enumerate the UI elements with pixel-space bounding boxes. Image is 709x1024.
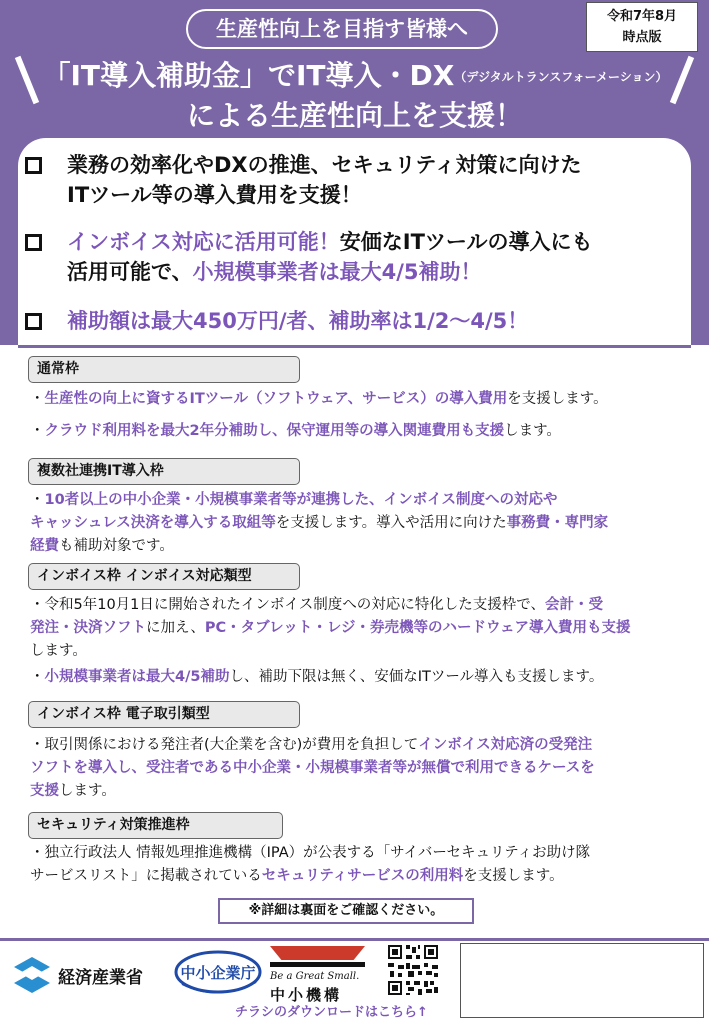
highlighted-text: セキュリティサービスの利用料 <box>261 868 464 884</box>
plain-text: します。 <box>30 643 87 659</box>
plain-text: を支援します。 <box>507 391 608 407</box>
plain-text: に加え、 <box>146 620 205 636</box>
headline <box>40 56 670 135</box>
see-reverse-note: ※詳細は裏面をご確認ください。 <box>218 898 474 924</box>
download-link[interactable]: チラシのダウンロードはこちら↑ <box>235 1005 428 1020</box>
section-paragraph <box>30 842 690 888</box>
section-label-security: セキュリティ対策推進枠 <box>28 812 283 839</box>
plain-text: ・ <box>30 669 45 685</box>
section-label-regular: 通常枠 <box>28 356 300 383</box>
headline-main: 「IT導入補助金」でIT導入・DX <box>42 59 455 92</box>
highlighted-text: 経費 <box>30 538 59 554</box>
sme-agency-logo <box>172 946 264 998</box>
plain-text: します。 <box>59 783 116 799</box>
contact-stamp-box <box>460 943 704 1018</box>
plain-text: します。 <box>504 423 561 439</box>
highlighted-text: 生産性の向上に資するITツール（ソフトウェア、サービス）の導入費用 <box>44 391 508 407</box>
highlighted-text: キャッシュレス決済を導入する取組等 <box>30 515 276 531</box>
highlighted-text: 発注・決済ソフト <box>30 620 146 636</box>
key-point-1 <box>25 150 582 210</box>
smrj-tagline: Be a Great Small. <box>270 971 360 982</box>
section-paragraph <box>30 420 690 443</box>
checkbox-square-icon <box>25 157 42 174</box>
headline-note: （デジタルトランスフォーメーション） <box>454 70 668 84</box>
section-paragraph <box>30 594 690 663</box>
plain-text: を支援します。導入や活用に向けた <box>275 515 507 531</box>
plain-text: サービスリスト」に掲載されている <box>30 868 262 884</box>
highlighted-text: クラウド利用料を最大2年分補助し、保守運用等の導入関連費用も支援 <box>44 423 505 439</box>
sme-agency-name: 中小企業庁 <box>180 964 256 982</box>
meti-name: 経済産業省 <box>58 967 143 988</box>
plain-text: ・ <box>30 492 45 508</box>
plain-text: ・ <box>30 423 45 439</box>
qr-code-icon[interactable] <box>386 943 440 997</box>
plain-text: を支援します。 <box>463 868 564 884</box>
meti-logo <box>12 955 143 995</box>
plain-text: 安価なITツールの導入にも <box>339 230 593 254</box>
plain-text: ・ <box>30 391 45 407</box>
plain-text: ・令和5年10月1日に開始されたインボイス制度への対応に特化した支援枠で、 <box>30 597 545 613</box>
section-paragraph <box>30 388 690 411</box>
checkbox-square-icon <box>25 234 42 251</box>
smrj-black-band <box>270 962 365 967</box>
plain-text: 活用可能で、 <box>67 260 193 284</box>
key-point-text <box>67 150 582 210</box>
plain-text: し、補助下限は無く、安価なITツール導入も支援します。 <box>229 669 604 685</box>
date-box <box>586 2 698 52</box>
key-point-2 <box>25 227 593 287</box>
highlighted-text: 会計・受 <box>544 597 603 613</box>
date-line-2: 時点版 <box>622 30 662 45</box>
highlighted-text: 小規模事業者は最大4/5補助 <box>44 669 230 685</box>
section-paragraph <box>30 666 690 689</box>
highlighted-text: インボイス対応済の受発注 <box>418 737 593 753</box>
section-label-multi-company: 複数社連携IT導入枠 <box>28 458 300 485</box>
section-label-e-transaction: インボイス枠 電子取引類型 <box>28 701 300 728</box>
date-line-1: 令和7年8月 <box>606 9 678 24</box>
key-point-3 <box>25 306 528 336</box>
plain-text: 業務の効率化やDXの推進、セキュリティ対策に向けた <box>67 153 582 177</box>
plain-text: も補助対象です。 <box>59 538 174 554</box>
plain-text: ・独立行政法人 情報処理推進機構（IPA）が公表する「サイバーセキュリティお助け隊 <box>30 845 591 861</box>
section-paragraph <box>30 489 690 558</box>
highlighted-text: 事務費・専門家 <box>506 515 609 531</box>
checkbox-square-icon <box>25 313 42 330</box>
smrj-name: 中小機構 <box>270 986 343 1004</box>
highlighted-text: 10者以上の中小企業・小規模事業者等が連携した、インボイス制度への対応や <box>44 492 558 508</box>
footer-divider <box>0 938 709 941</box>
section-label-invoice-type: インボイス枠 インボイス対応類型 <box>28 563 300 590</box>
headline-line-2: による生産性向上を支援！ <box>186 99 523 132</box>
highlighted-text: PC・タブレット・レジ・券売機等のハードウェア導入費用も支援 <box>204 620 631 636</box>
smrj-red-band <box>270 946 365 960</box>
section-divider <box>18 345 691 348</box>
section-paragraph <box>30 734 690 803</box>
key-point-text <box>67 227 593 287</box>
headline-line-1 <box>40 56 670 97</box>
highlighted-text: ソフトを導入し、受注者である中小企業・小規模事業者等が無償で利用できるケースを <box>30 760 595 776</box>
key-point-text <box>67 306 528 336</box>
meti-emblem-icon <box>12 955 52 995</box>
highlighted-text: 補助額は最大450万円/者、補助率は1/2～4/5！ <box>67 309 529 333</box>
plain-text: ITツール等の導入費用を支援！ <box>67 183 362 207</box>
highlighted-text: インボイス対応に活用可能！ <box>67 230 340 254</box>
target-audience-pill: 生産性向上を目指す皆様へ <box>186 9 498 49</box>
smrj-logo <box>270 946 370 1005</box>
highlighted-text: 支援 <box>30 783 59 799</box>
highlighted-text: 小規模事業者は最大4/5補助！ <box>192 260 482 284</box>
plain-text: ・取引関係における発注者(大企業を含む)が費用を負担して <box>30 737 419 753</box>
